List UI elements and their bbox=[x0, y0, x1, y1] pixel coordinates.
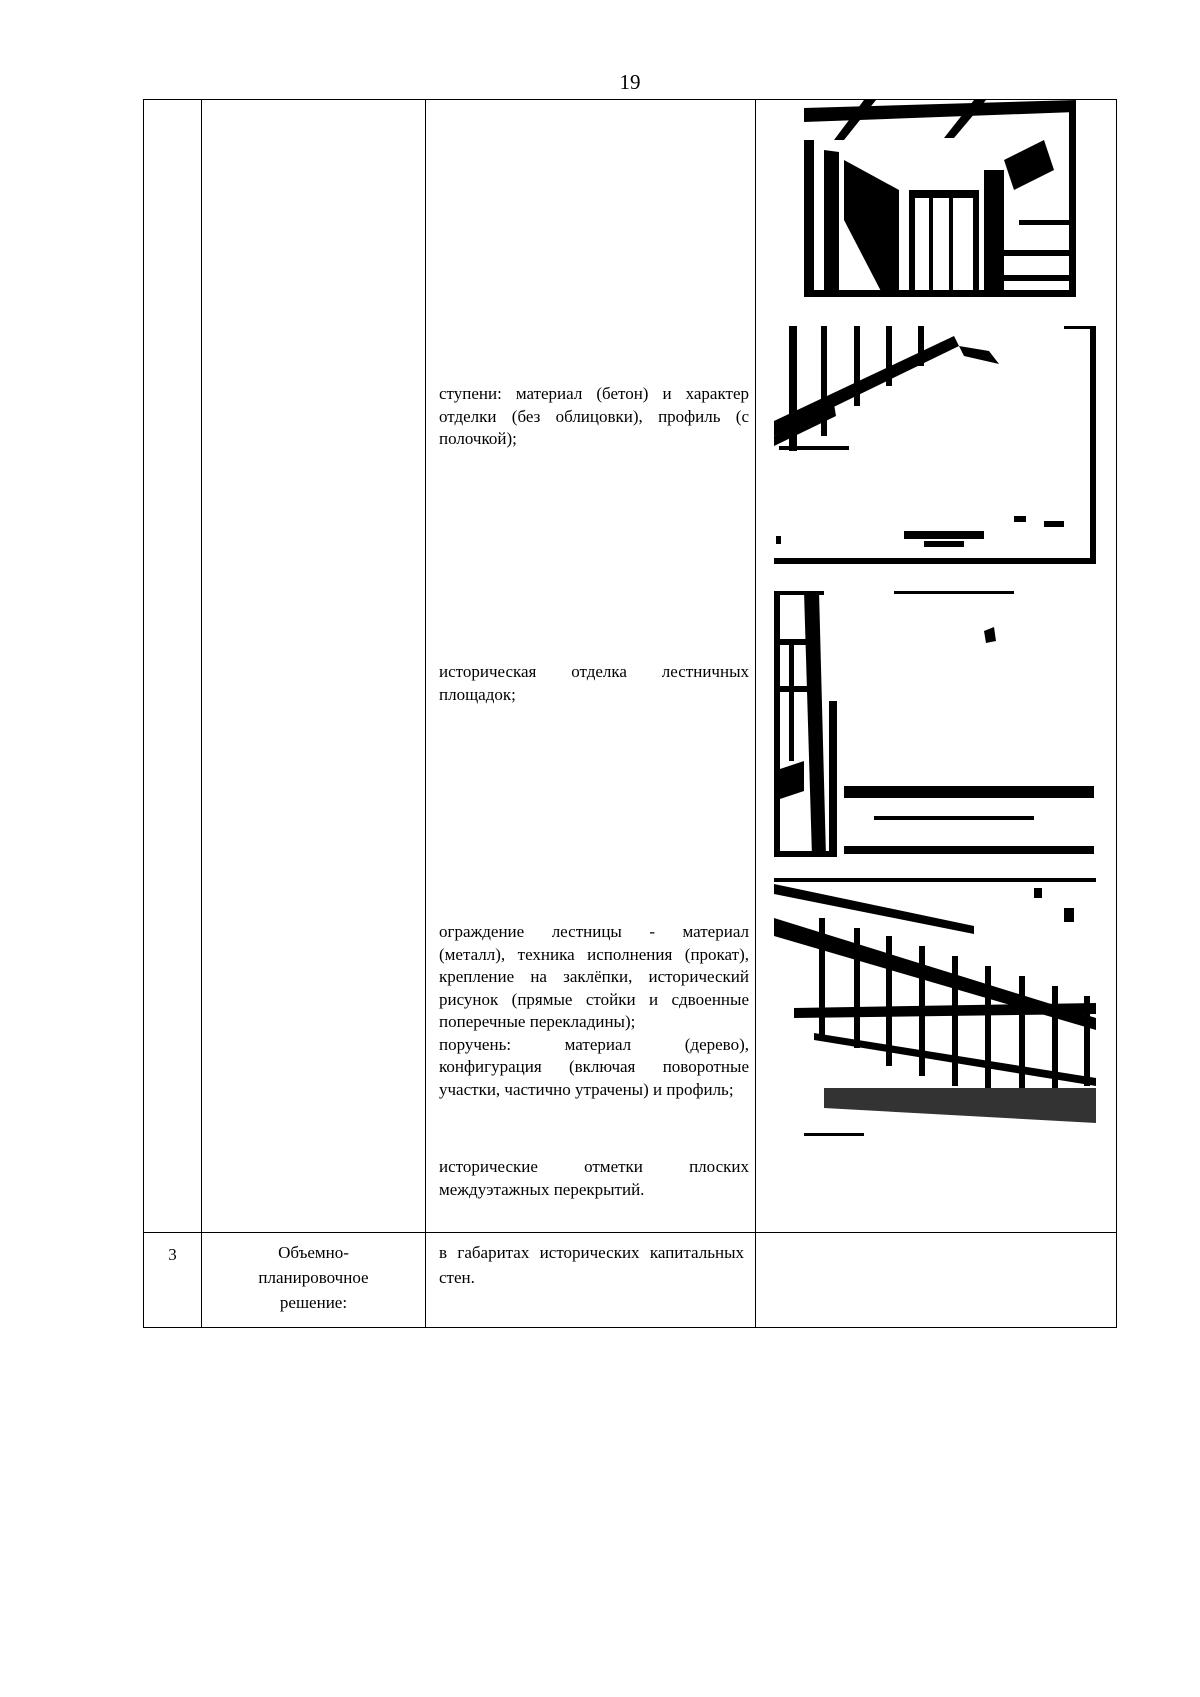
protection-subject-table bbox=[143, 99, 1117, 1328]
number-cell bbox=[144, 100, 202, 1233]
table-row bbox=[144, 1233, 1117, 1328]
row-number: 3 bbox=[144, 1233, 202, 1328]
row3-description: в габаритах исторических капитальных стен. bbox=[426, 1233, 756, 1328]
stair-handrail-photo bbox=[774, 326, 1096, 564]
subject-name: Объемно- планировочное решение: bbox=[202, 1233, 426, 1328]
table-row bbox=[144, 100, 1117, 1233]
stair-landing-photo bbox=[774, 591, 1096, 857]
handrail-text: поручень: материал (дерево), конфигурация (включая поворотные участки, частично утрачены) и профиль; bbox=[439, 1034, 749, 1099]
floor-levels-text: исторические отметки плоских междуэтажных перекрытий. bbox=[439, 1157, 749, 1199]
railing-text: ограждение лестницы - материал (металл), техника исполнения (прокат), крепление на заклёпки, исторический рисунок (прямые стойки и сдвоенные поперечные перекладины); поручень: материал (дерево), конфигурация (включая поворотные участки, частично утрачены) и профиль; bbox=[439, 921, 749, 1101]
stair-railing-photo bbox=[774, 878, 1096, 1148]
staircase-photo bbox=[804, 100, 1076, 297]
subject-cell bbox=[202, 100, 426, 1233]
row3-photo-cell bbox=[756, 1233, 1117, 1328]
description-cell bbox=[426, 100, 756, 1233]
steps-text: ступени: материал (бетон) и характер отделки (без облицовки), профиль (с полочкой); bbox=[439, 384, 749, 448]
landings-text: историческая отделка лестничных площадок; bbox=[439, 662, 749, 704]
page-number: 19 bbox=[619, 70, 641, 94]
photo-cell bbox=[756, 100, 1117, 1233]
